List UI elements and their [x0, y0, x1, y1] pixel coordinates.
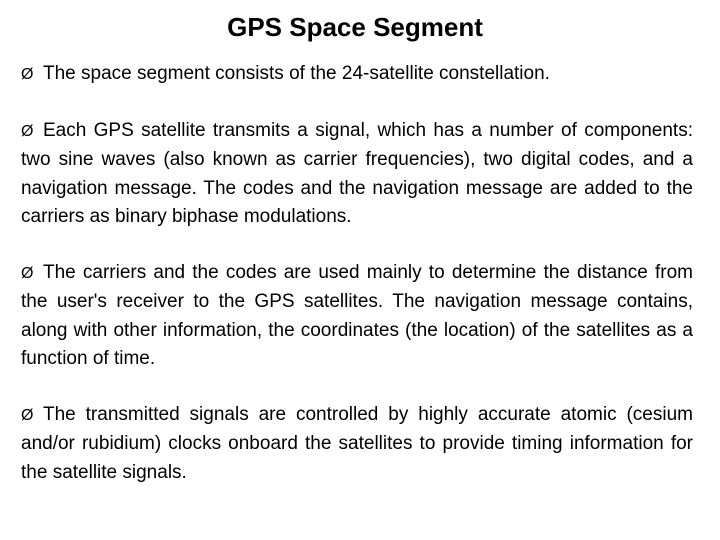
list-item	[21, 60, 693, 90]
arrow-bullet-icon: Ø	[21, 66, 34, 83]
list-item	[21, 117, 693, 232]
page-title: GPS Space Segment	[227, 12, 483, 42]
list-item	[21, 401, 693, 488]
bullet-list	[21, 60, 693, 487]
list-item	[21, 259, 693, 374]
bullet-text: The space segment consists of the 24-satellite constellation.	[43, 63, 550, 84]
arrow-bullet-icon: Ø	[21, 264, 34, 282]
bullet-text: The carriers and the codes are used mainly to determine the distance from the user's receiver to the GPS satellites. The navigation message contains, along with other information, the coordinates (the location) of the satellites as a function of time.	[21, 261, 693, 369]
arrow-bullet-icon: Ø	[21, 406, 34, 424]
bullet-text: The transmitted signals are controlled by highly accurate atomic (cesium and/or rubidium) clocks onboard the satellites to provide timing information for the satellite signals.	[21, 403, 693, 483]
bullet-text: Each GPS satellite transmits a signal, which has a number of components: two sine waves (also known as carrier frequencies), two digital codes, and a navigation message. The codes and the navigation message are added to the carriers as binary biphase modulations.	[21, 119, 693, 227]
arrow-bullet-icon: Ø	[21, 122, 34, 140]
